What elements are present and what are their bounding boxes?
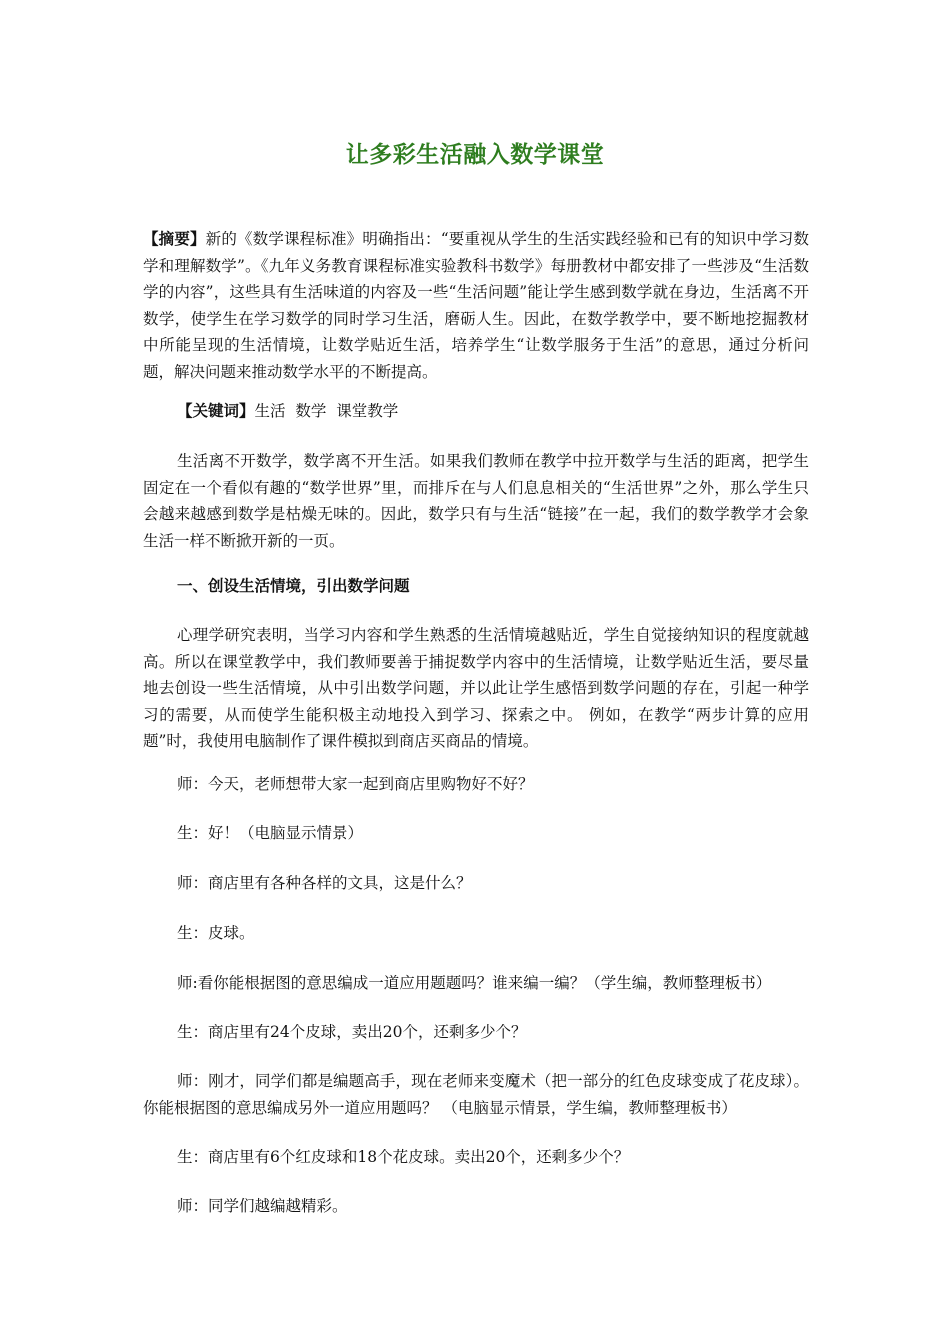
abstract-paragraph [143,226,809,385]
abstract-label: 【摘要】 [143,230,206,248]
dialogue-line: 师:看你能根据图的意思编成一道应用题题吗？谁来编一编？（学生编，教师整理板书） [177,974,772,992]
dialogue-line: 师：今天，老师想带大家一起到商店里购物好不好？ [177,775,534,793]
dialogue-line: 生：好！（电脑显示情景） [177,824,364,842]
dialogue-line: 生：商店里有6个红皮球和18个花皮球。卖出20个，还剩多少个？ [177,1148,630,1166]
dialogue-line: 生：商店里有24个皮球，卖出20个，还剩多少个？ [177,1023,527,1041]
dialogue-paragraph: 师：刚才，同学们都是编题高手，现在老师来变魔术（把一部分的红色皮球变成了花皮球）。你能根据图的意思编成另外一道应用题吗？ （电脑显示情景，学生编，教师整理板书） [143,1072,809,1117]
page-title: 让多彩生活融入数学课堂 [345,142,605,168]
intro-paragraph: 生活离不开数学，数学离不开生活。如果我们教师在教学中拉开数学与生活的距离，把学生固定在一个看似有趣的“数学世界”里，而排斥在与人们息息相关的“生活世界”之外，那么学生只会越来越感到数学是枯燥无味的。因此，数学只有与生活“链接”在一起，我们的数学教学才会象生活一样不断掀开新的一页。 [143,452,809,550]
section-heading: 一、创设生活情境，引出数学问题 [177,577,410,595]
abstract-text: 新的《数学课程标准》明确指出：“要重视从学生的生活实践经验和已有的知识中学习数学和理解数学”。《九年义务教育课程标准实验教科书数学》每册教材中都安排了一些涉及“生活数学的内容”，这些具有生活味道的内容及一些“生活问题”能让学生感到数学就在身边，生活离不开数学，使学生在学习数学的同时学习生活，磨砺人生。因此，在数学教学中，要不断地挖掘教材中所能呈现的生活情境，让数学贴近生活，培养学生“让数学服务于生活”的意思，通过分析问题，解决问题来推动数学水平的不断提高。 [143,230,809,381]
keywords-line [177,398,817,425]
keywords-label: 【关键词】 [177,402,255,420]
section-body-paragraph: 心理学研究表明，当学习内容和学生熟悉的生活情境越贴近，学生自觉接纳知识的程度就越高。所以在课堂教学中，我们教师要善于捕捉数学内容中的生活情境，让数学贴近生活，要尽量地去创设一些生活情境，从中引出数学问题，并以此让学生感悟到数学问题的存在，引起一种学习的需要，从而使学生能积极主动地投入到学习、探索之中。 例如，在教学“两步计算的应用题”时，我使用电脑制作了课件模拟到商店买商品的情境。 [143,626,809,750]
dialogue-line: 生：皮球。 [177,924,255,942]
dialogue-line: 师：同学们越编越精彩。 [177,1197,348,1215]
keywords-text: 生活 数学 课堂教学 [254,402,399,420]
dialogue-line: 师：商店里有各种各样的文具，这是什么？ [177,874,472,892]
